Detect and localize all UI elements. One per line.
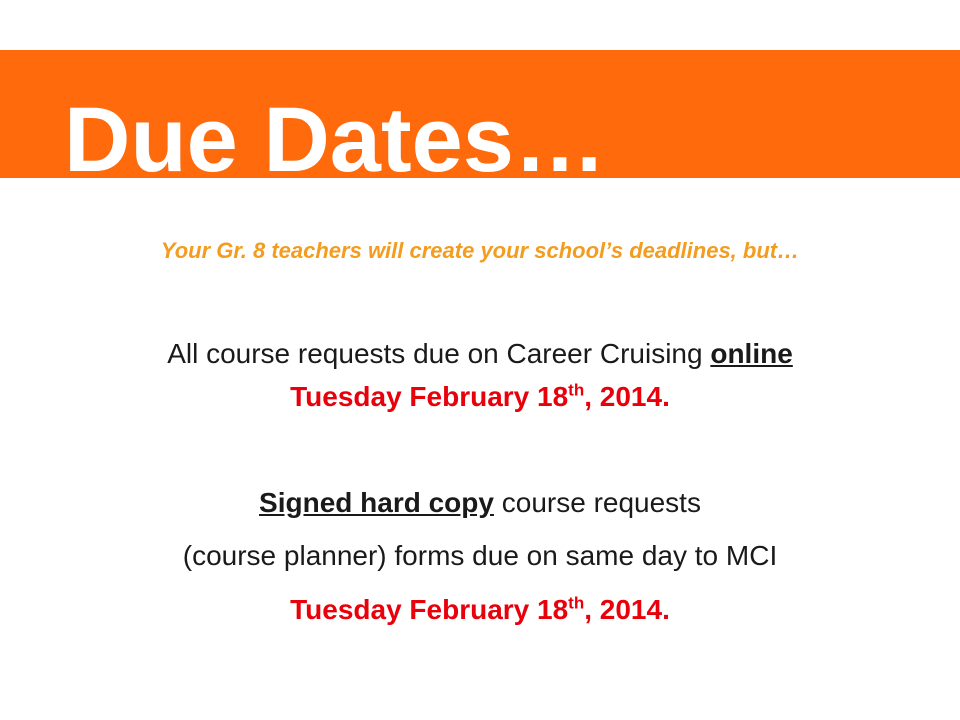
hardcopy-date-main: Tuesday February 18 — [290, 594, 569, 625]
online-date-tail: , 2014. — [584, 381, 670, 412]
online-date-suffix: th — [568, 380, 585, 400]
hardcopy-line-2: (course planner) forms due on same day to MCI — [182, 540, 778, 571]
hardcopy-emphasis: Signed hard copy — [259, 487, 494, 518]
slide-title: Due Dates… — [64, 89, 606, 191]
online-due-date — [0, 380, 960, 414]
hardcopy-text: course requests — [493, 487, 701, 518]
title-bar — [0, 50, 960, 191]
online-emphasis: online — [710, 338, 793, 369]
hardcopy-line-1 — [0, 486, 960, 520]
online-requests-line — [0, 337, 960, 371]
subtitle: Your Gr. 8 teachers will create your school’s deadlines, but… — [160, 238, 800, 263]
hardcopy-date-suffix: th — [568, 593, 585, 613]
hardcopy-date-tail: , 2014. — [584, 594, 670, 625]
online-date-main: Tuesday February 18 — [290, 381, 569, 412]
hardcopy-due-date — [0, 593, 960, 627]
online-requests-text: All course requests due on Career Cruising — [167, 338, 711, 369]
